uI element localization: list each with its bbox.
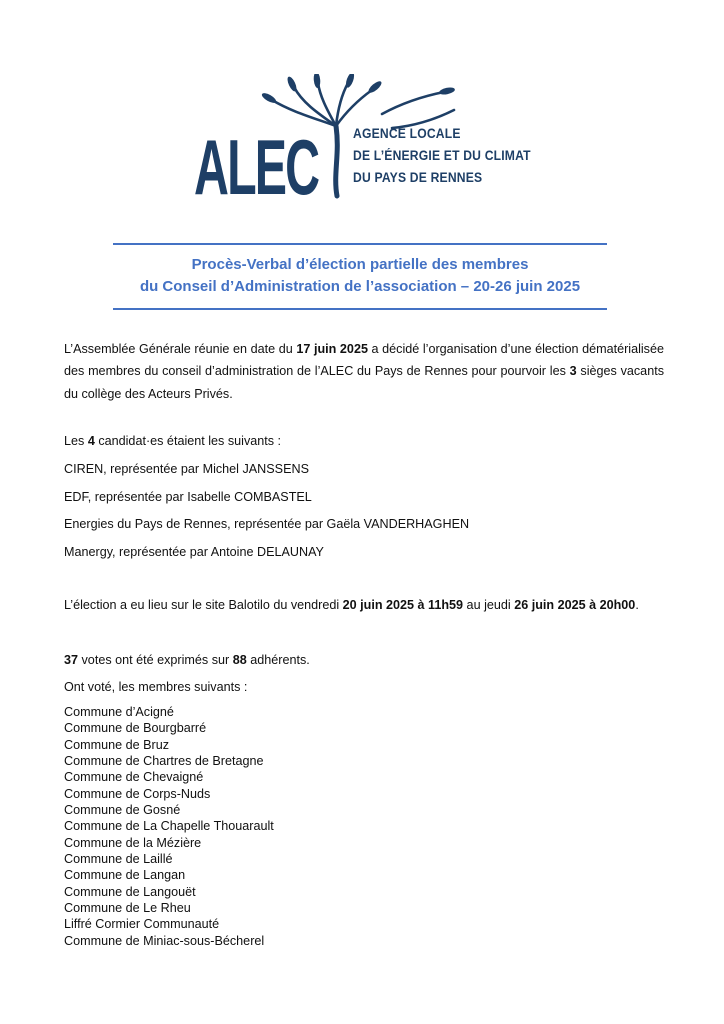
logo-tagline	[353, 123, 551, 189]
candidate-item: EDF, représentée par Isabelle COMBASTEL	[64, 489, 312, 504]
document-title-line2: du Conseil d’Administration de l’association – 20-26 juin 2025	[139, 278, 581, 295]
voter-item: Commune de Langan	[64, 868, 186, 883]
voter-item: Commune de La Chapelle Thouarault	[64, 819, 274, 834]
logo-tagline-line: DE L’ÉNERGIE ET DU CLIMAT	[353, 148, 531, 163]
document-title-line1: Procès-Verbal d’élection partielle des membres	[191, 256, 529, 273]
voter-item: Commune de la Mézière	[64, 835, 202, 850]
voter-item: Commune de Bourgbarré	[64, 721, 207, 736]
voter-item: Liffré Cormier Communauté	[64, 917, 220, 932]
candidate-item: Manergy, représentée par Antoine DELAUNAY	[64, 544, 324, 559]
voter-item: Commune de Miniac-sous-Bécherel	[64, 933, 265, 948]
voter-item: Commune de Gosné	[64, 803, 181, 818]
logo-tagline-line: DU PAYS DE RENNES	[353, 170, 483, 185]
voter-item: Commune de Corps-Nuds	[64, 786, 211, 801]
voter-item: Commune de Le Rheu	[64, 901, 191, 916]
logo-wordmark: ALEC	[194, 123, 319, 211]
voters-list	[64, 704, 664, 949]
document-title	[113, 243, 607, 310]
candidates-heading: Les 4 candidat·es étaient les suivants :	[64, 434, 282, 448]
voter-item: Commune d’Acigné	[64, 705, 174, 719]
voter-item: Commune de Langouët	[64, 884, 196, 899]
voter-item: Commune de Laillé	[64, 852, 173, 867]
candidate-item: Energies du Pays de Rennes, représentée par Gaëla VANDERHAGHEN	[64, 517, 470, 531]
intro-paragraph: L’Assemblée Générale réunie en date du 17 juin 2025 a décidé l’organisation d’une élection dématérialisée des membres du conseil d’administration de l’ALEC du Pays de Rennes pour pourvoir les 3 sièges vacants du collège des Acteurs Privés.	[64, 342, 664, 401]
candidates-list	[64, 456, 664, 566]
logo-tagline-line: AGENCE LOCALE	[353, 126, 461, 141]
votes-summary: 37 votes ont été exprimés sur 88 adhérents.	[64, 653, 310, 667]
alec-logo	[186, 74, 538, 210]
voter-item: Commune de Chevaigné	[64, 770, 204, 785]
voter-item: Commune de Chartres de Bretagne	[64, 754, 264, 769]
election-period: L’élection a eu lieu sur le site Balotilo du vendredi 20 juin 2025 à 11h59 au jeudi 26 juin 2025 à 20h00.	[64, 598, 639, 612]
candidate-item: CIREN, représentée par Michel JANSSENS	[64, 462, 309, 476]
voter-item: Commune de Bruz	[64, 737, 169, 752]
voters-heading: Ont voté, les membres suivants :	[64, 680, 248, 694]
